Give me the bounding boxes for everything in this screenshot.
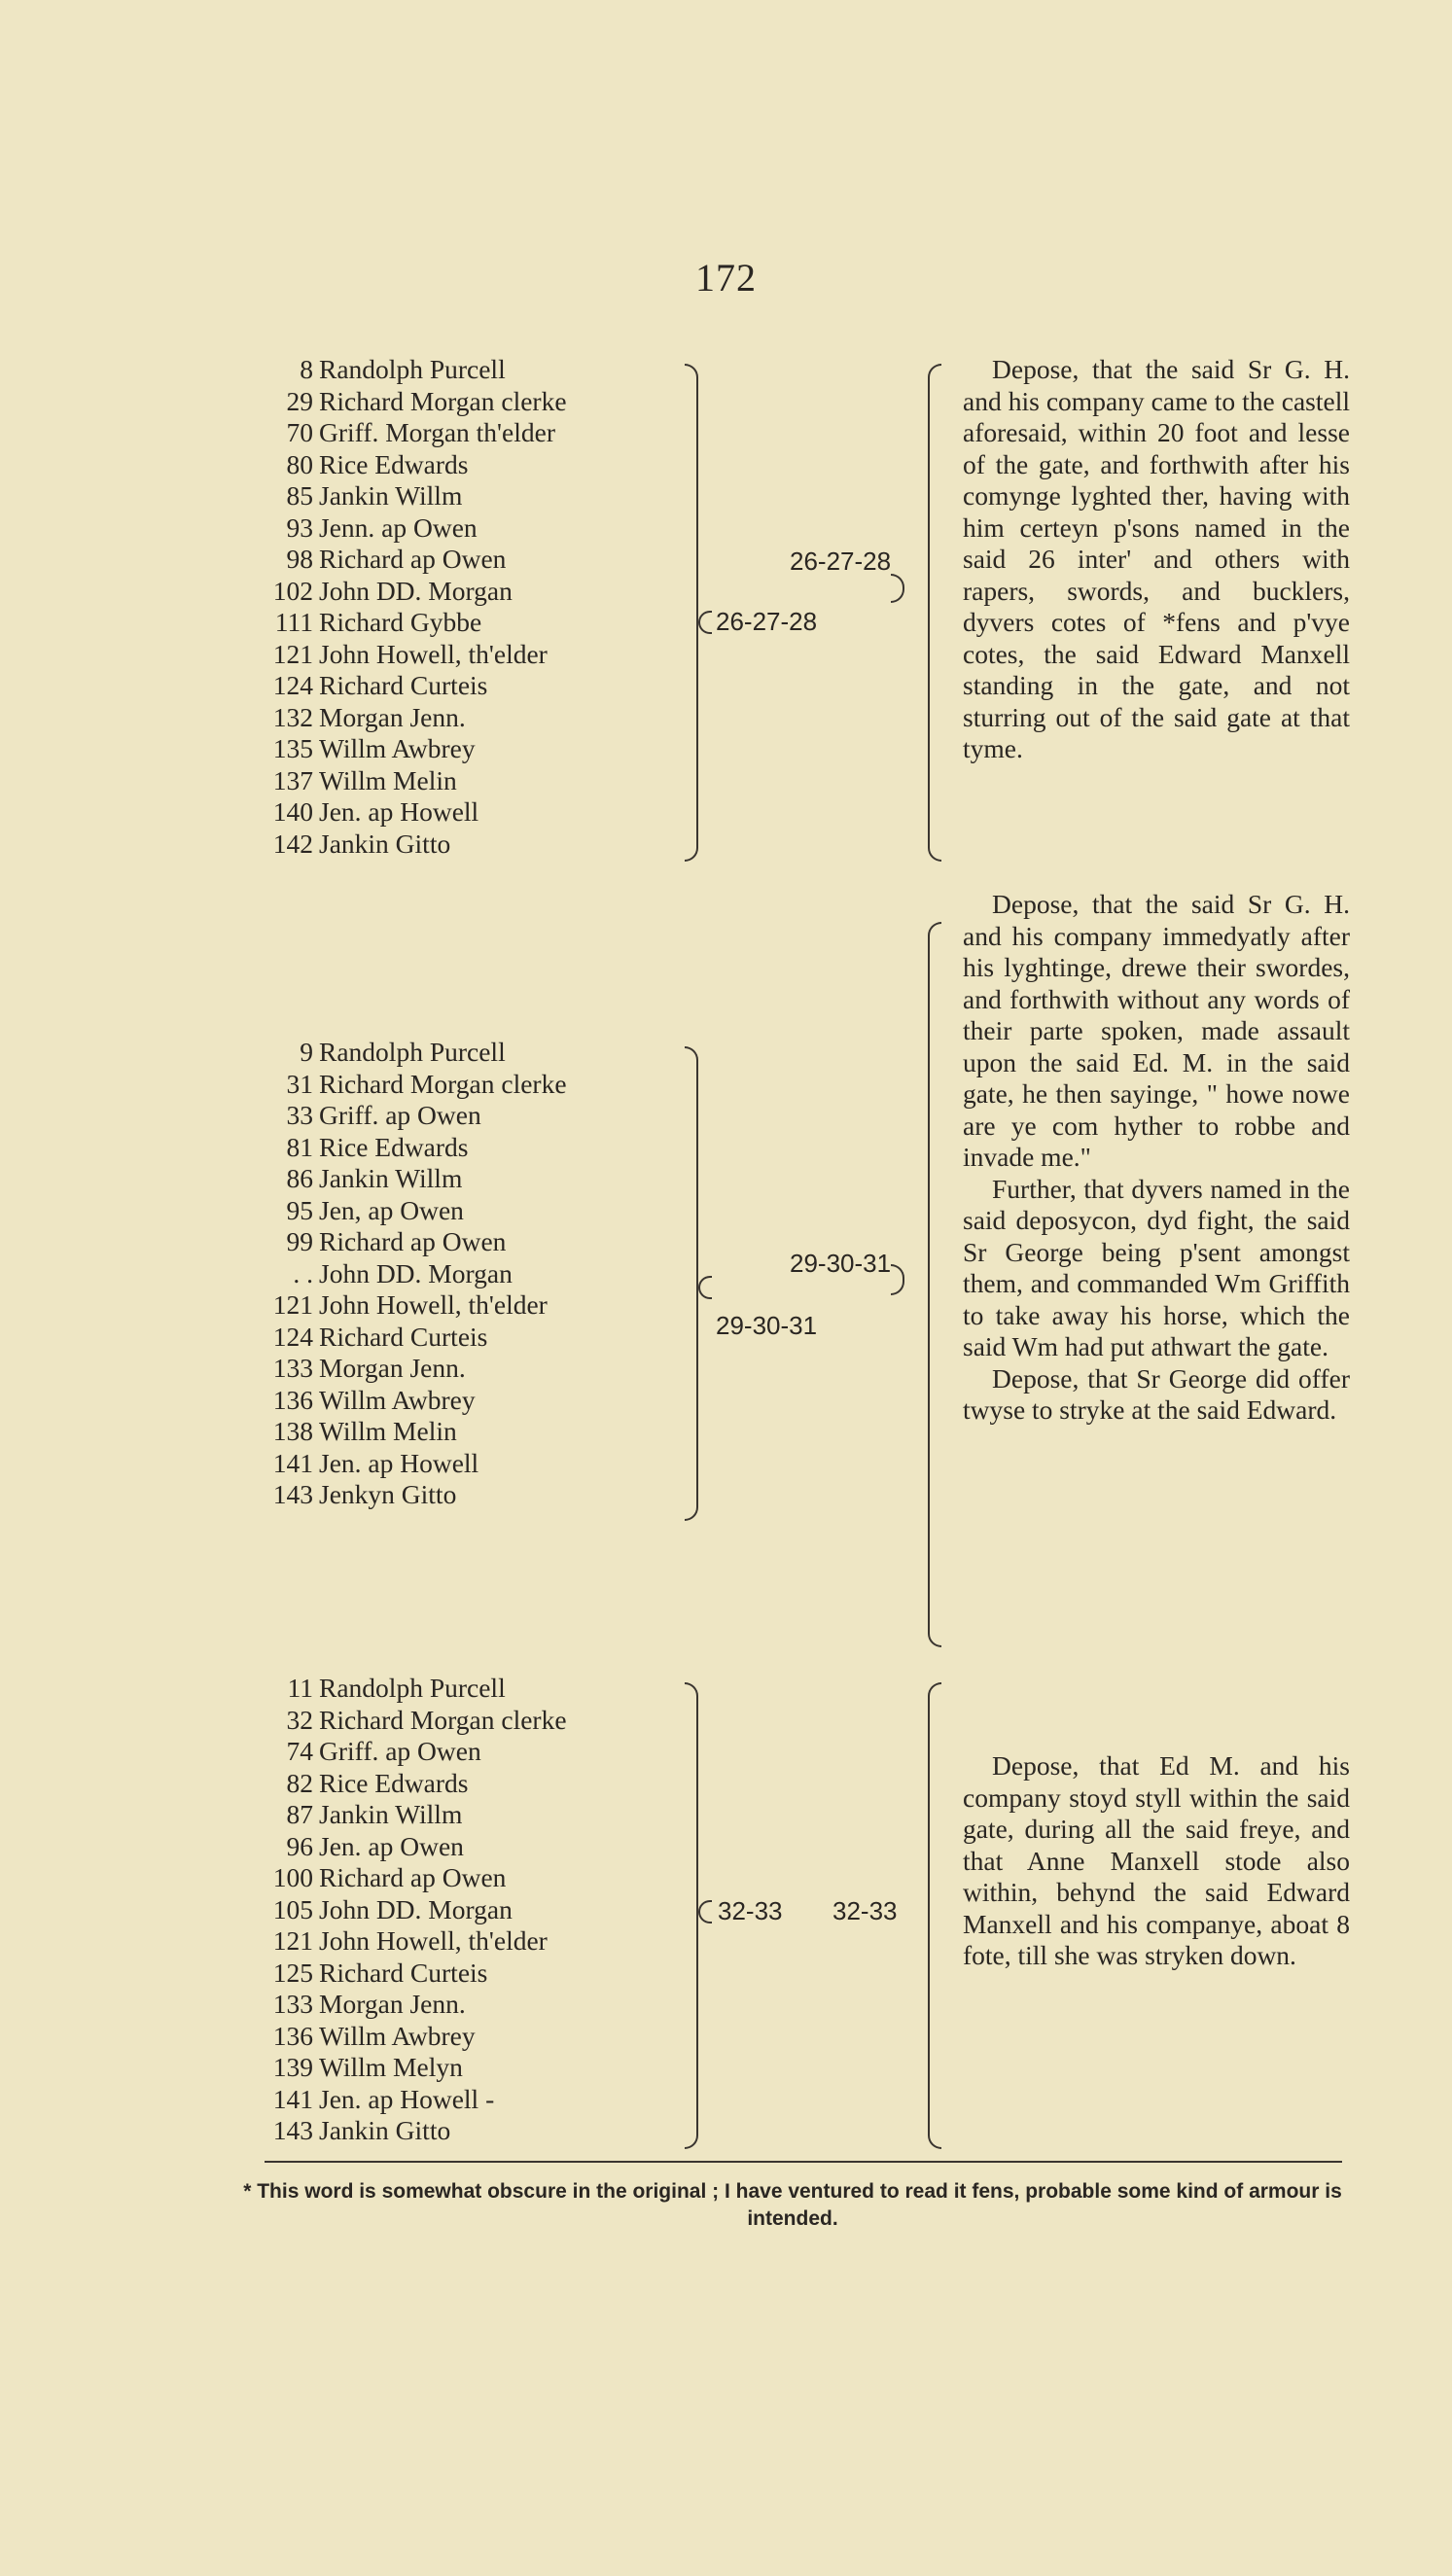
witness-name: John Howell, th'elder: [319, 638, 548, 669]
witness-entry: [263, 1958, 567, 1990]
witness-name: Jankin Gitto: [319, 828, 451, 859]
witness-entry: [263, 2052, 567, 2084]
witness-name: Willm Awbrey: [319, 1384, 476, 1415]
witness-name: Jen. ap Owen: [319, 1830, 464, 1861]
witness-entry: [263, 1831, 567, 1863]
interrogatory-number: 136: [272, 1384, 313, 1415]
witness-entry: [263, 417, 567, 449]
witness-name: Richard Morgan clerke: [319, 385, 567, 416]
witness-entry: [263, 354, 567, 386]
witness-entry: [263, 1799, 567, 1831]
witness-entry: [263, 639, 567, 671]
interrogatory-number: 141: [272, 1447, 313, 1478]
witness-name: John DD. Morgan: [319, 1893, 513, 1924]
witness-name: Richard ap Owen: [319, 1226, 507, 1256]
witness-name: Rice Edwards: [319, 1767, 469, 1798]
interrogatory-number: 121: [272, 1925, 313, 1956]
witness-entry: [263, 1736, 567, 1768]
witness-entry: [263, 607, 567, 639]
witness-name: Richard ap Owen: [319, 1862, 507, 1892]
interrogatory-number: 29: [286, 385, 313, 416]
deposition-paragraph: Further, that dyvers named in the said deposycon, dyd fight, the said Sr George being p'sent amongst them, and commanded Wm Griffith to take away his horse, which the said Wm had put athwart the gate.: [963, 1173, 1350, 1361]
witness-entry: [263, 829, 567, 861]
deposition-text: [963, 1750, 1350, 1972]
witness-name: Jankin Gitto: [319, 2115, 451, 2145]
interrogatory-number: 11: [287, 1673, 313, 1703]
witness-entry: [263, 1385, 567, 1417]
footnote-rule: [265, 2161, 1342, 2163]
witness-entry: [263, 1673, 567, 1705]
witness-list: [263, 1037, 567, 1511]
witness-name: John Howell, th'elder: [319, 1925, 548, 1956]
witness-name: Jen. ap Howell -: [319, 2083, 495, 2114]
interrogatory-number: 70: [286, 417, 313, 447]
interrogatory-number: 81: [286, 1131, 313, 1162]
witness-name: Richard Curteis: [319, 1321, 488, 1352]
interrogatory-number: 140: [272, 796, 313, 827]
witness-name: Richard Morgan clerke: [319, 1704, 567, 1735]
interrogatory-number: 121: [272, 1289, 313, 1320]
witness-entry: [263, 1163, 567, 1195]
interrogatory-number: 86: [286, 1163, 313, 1193]
witness-name: Richard ap Owen: [319, 544, 507, 574]
interrogatory-number: 98: [286, 544, 313, 574]
interrogatory-number: 100: [272, 1862, 313, 1892]
witness-name: John DD. Morgan: [319, 575, 513, 606]
witness-entry: [263, 765, 567, 797]
witness-entry: [263, 733, 567, 765]
interrogatory-reference: 32-33: [832, 1896, 898, 1925]
closing-brace: [891, 574, 904, 603]
interrogatory-number: 96: [286, 1830, 313, 1861]
interrogatory-number: 32: [286, 1704, 313, 1735]
witness-entry: [263, 702, 567, 734]
interrogatory-number: 139: [272, 2052, 313, 2082]
deposition-paragraph: Depose, that Ed M. and his company stoyd styll within the said gate, during all the said freye, and that Anne Manxell stode also within, behynd the said Edward Manxell and his companye, aboat 8 fote, till she was stryken down.: [963, 1750, 1350, 1970]
witness-name: Richard Morgan clerke: [319, 1068, 567, 1099]
opening-brace: [698, 1276, 712, 1299]
interrogatory-number: 31: [286, 1068, 313, 1099]
witness-name: Jenkyn Gitto: [319, 1479, 457, 1509]
witness-entry: [263, 670, 567, 702]
witness-list: [263, 354, 567, 860]
witness-list: [263, 1673, 567, 2147]
interrogatory-number: 74: [286, 1736, 313, 1766]
witness-entry: [263, 1989, 567, 2021]
interrogatory-number: . .: [293, 1257, 313, 1288]
interrogatory-number: 132: [272, 701, 313, 732]
witness-entry: [263, 1132, 567, 1164]
interrogatory-number: 80: [286, 448, 313, 479]
witness-name: Richard Curteis: [319, 1957, 488, 1988]
interrogatory-number: 136: [272, 2020, 313, 2051]
witness-name: Griff. Morgan th'elder: [319, 417, 555, 447]
witness-name: Morgan Jenn.: [319, 1353, 466, 1383]
closing-brace: [685, 1682, 698, 2149]
interrogatory-number: 82: [286, 1767, 313, 1798]
witness-entry: [263, 544, 567, 576]
interrogatory-number: 143: [272, 2115, 313, 2145]
witness-entry: [263, 576, 567, 608]
witness-name: Rice Edwards: [319, 1131, 469, 1162]
interrogatory-number: 87: [286, 1799, 313, 1829]
closing-brace: [891, 1264, 904, 1295]
interrogatory-number: 85: [286, 480, 313, 511]
witness-name: John DD. Morgan: [319, 1257, 513, 1288]
interrogatory-reference: 26-27-28: [716, 607, 818, 636]
interrogatory-number: 8: [300, 354, 313, 384]
interrogatory-number: 33: [286, 1100, 313, 1130]
witness-entry: [263, 2115, 567, 2147]
witness-name: Randolph Purcell: [319, 1037, 506, 1067]
witness-entry: [263, 1258, 567, 1290]
witness-entry: [263, 1448, 567, 1480]
interrogatory-reference: 26-27-28: [790, 547, 892, 576]
witness-name: Morgan Jenn.: [319, 701, 466, 732]
witness-entry: [263, 480, 567, 512]
interrogatory-number: 105: [272, 1893, 313, 1924]
witness-name: Richard Gybbe: [319, 607, 482, 637]
witness-name: Jen. ap Howell: [319, 796, 479, 827]
deposition-paragraph: Depose, that Sr George did offer twyse to stryke at the said Edward.: [963, 1362, 1350, 1425]
witness-entry: [263, 1226, 567, 1258]
witness-entry: [263, 2021, 567, 2053]
witness-entry: [263, 1479, 567, 1511]
witness-name: Randolph Purcell: [319, 354, 506, 384]
witness-entry: [263, 1768, 567, 1800]
witness-entry: [263, 1195, 567, 1227]
interrogatory-number: 102: [272, 575, 313, 606]
deposition-paragraph: Depose, that the said Sr G. H. and his company came to the castell aforesaid, within 20 foot and lesse of the gate, and forthwith after his comynge lyghted ther, having with him certeyn p'sons named in the said 26 inter' and others with rapers, swords, and bucklers, dyvers cotes of *fens and p'vye cotes, the said Edward Manxell standing in the gate, and not sturring out of the said gate at that tyme.: [963, 354, 1350, 763]
witness-entry: [263, 1069, 567, 1101]
interrogatory-number: 143: [272, 1479, 313, 1509]
interrogatory-reference: 29-30-31: [790, 1249, 892, 1278]
witness-name: Jankin Willm: [319, 480, 463, 511]
witness-name: Willm Awbrey: [319, 733, 476, 763]
interrogatory-number: 124: [272, 1321, 313, 1352]
witness-entry: [263, 1353, 567, 1385]
witness-name: Jen, ap Owen: [319, 1194, 464, 1225]
witness-name: Willm Awbrey: [319, 2020, 476, 2051]
witness-name: Randolph Purcell: [319, 1673, 506, 1703]
interrogatory-number: 95: [286, 1194, 313, 1225]
witness-entry: [263, 1925, 567, 1958]
interrogatory-number: 9: [300, 1037, 313, 1067]
interrogatory-number: 124: [272, 670, 313, 700]
witness-name: Richard Curteis: [319, 670, 488, 700]
witness-entry: [263, 1416, 567, 1448]
interrogatory-reference: 32-33: [718, 1896, 783, 1925]
witness-entry: [263, 1037, 567, 1069]
witness-name: Jankin Willm: [319, 1799, 463, 1829]
closing-brace: [685, 364, 698, 862]
witness-entry: [263, 1100, 567, 1132]
interrogatory-number: 121: [272, 638, 313, 669]
witness-name: John Howell, th'elder: [319, 1289, 548, 1320]
witness-name: Willm Melyn: [319, 2052, 463, 2082]
witness-entry: [263, 796, 567, 829]
witness-entry: [263, 449, 567, 481]
interrogatory-number: 137: [272, 764, 313, 795]
witness-entry: [263, 1289, 567, 1322]
deposition-text: [963, 354, 1350, 765]
witness-name: Jankin Willm: [319, 1163, 463, 1193]
witness-entry: [263, 1322, 567, 1354]
opening-brace: [928, 1682, 941, 2149]
interrogatory-reference: 29-30-31: [716, 1311, 818, 1340]
witness-name: Griff. ap Owen: [319, 1736, 481, 1766]
witness-name: Morgan Jenn.: [319, 1989, 466, 2019]
interrogatory-number: 125: [272, 1957, 313, 1988]
witness-entry: [263, 2084, 567, 2116]
witness-entry: [263, 1894, 567, 1926]
witness-name: Willm Melin: [319, 764, 457, 795]
opening-brace: [698, 1900, 712, 1923]
witness-name: Jenn. ap Owen: [319, 512, 478, 543]
deposition-text: [963, 889, 1350, 1427]
deposition-paragraph: Depose, that the said Sr G. H. and his company immedyatly after his lyghtinge, drewe their swordes, and forthwith without any words of their parte spoken, made assault upon the said Ed. M. in the said gate, he then sayinge, " howe nowe are ye com hyther to robbe and invade me.": [963, 889, 1350, 1172]
witness-entry: [263, 1705, 567, 1737]
interrogatory-number: 141: [272, 2083, 313, 2114]
witness-entry: [263, 386, 567, 418]
opening-brace: [928, 922, 941, 1647]
witness-entry: [263, 1862, 567, 1894]
interrogatory-number: 138: [272, 1416, 313, 1446]
page-number: 172: [695, 256, 757, 300]
witness-entry: [263, 512, 567, 545]
interrogatory-number: 142: [272, 828, 313, 859]
closing-brace: [685, 1046, 698, 1521]
footnote: * This word is somewhat obscure in the original ; I have ventured to read it fens, probable some kind of armour is intended.: [243, 2180, 1342, 2230]
witness-name: Griff. ap Owen: [319, 1100, 481, 1130]
witness-name: Willm Melin: [319, 1416, 457, 1446]
interrogatory-number: 133: [272, 1989, 313, 2019]
witness-name: Rice Edwards: [319, 448, 469, 479]
opening-brace: [928, 364, 941, 862]
interrogatory-number: 135: [272, 733, 313, 763]
interrogatory-number: 93: [286, 512, 313, 543]
interrogatory-number: 133: [272, 1353, 313, 1383]
opening-brace: [698, 611, 712, 634]
witness-name: Jen. ap Howell: [319, 1447, 479, 1478]
interrogatory-number: 99: [286, 1226, 313, 1256]
interrogatory-number: 111: [274, 607, 313, 637]
